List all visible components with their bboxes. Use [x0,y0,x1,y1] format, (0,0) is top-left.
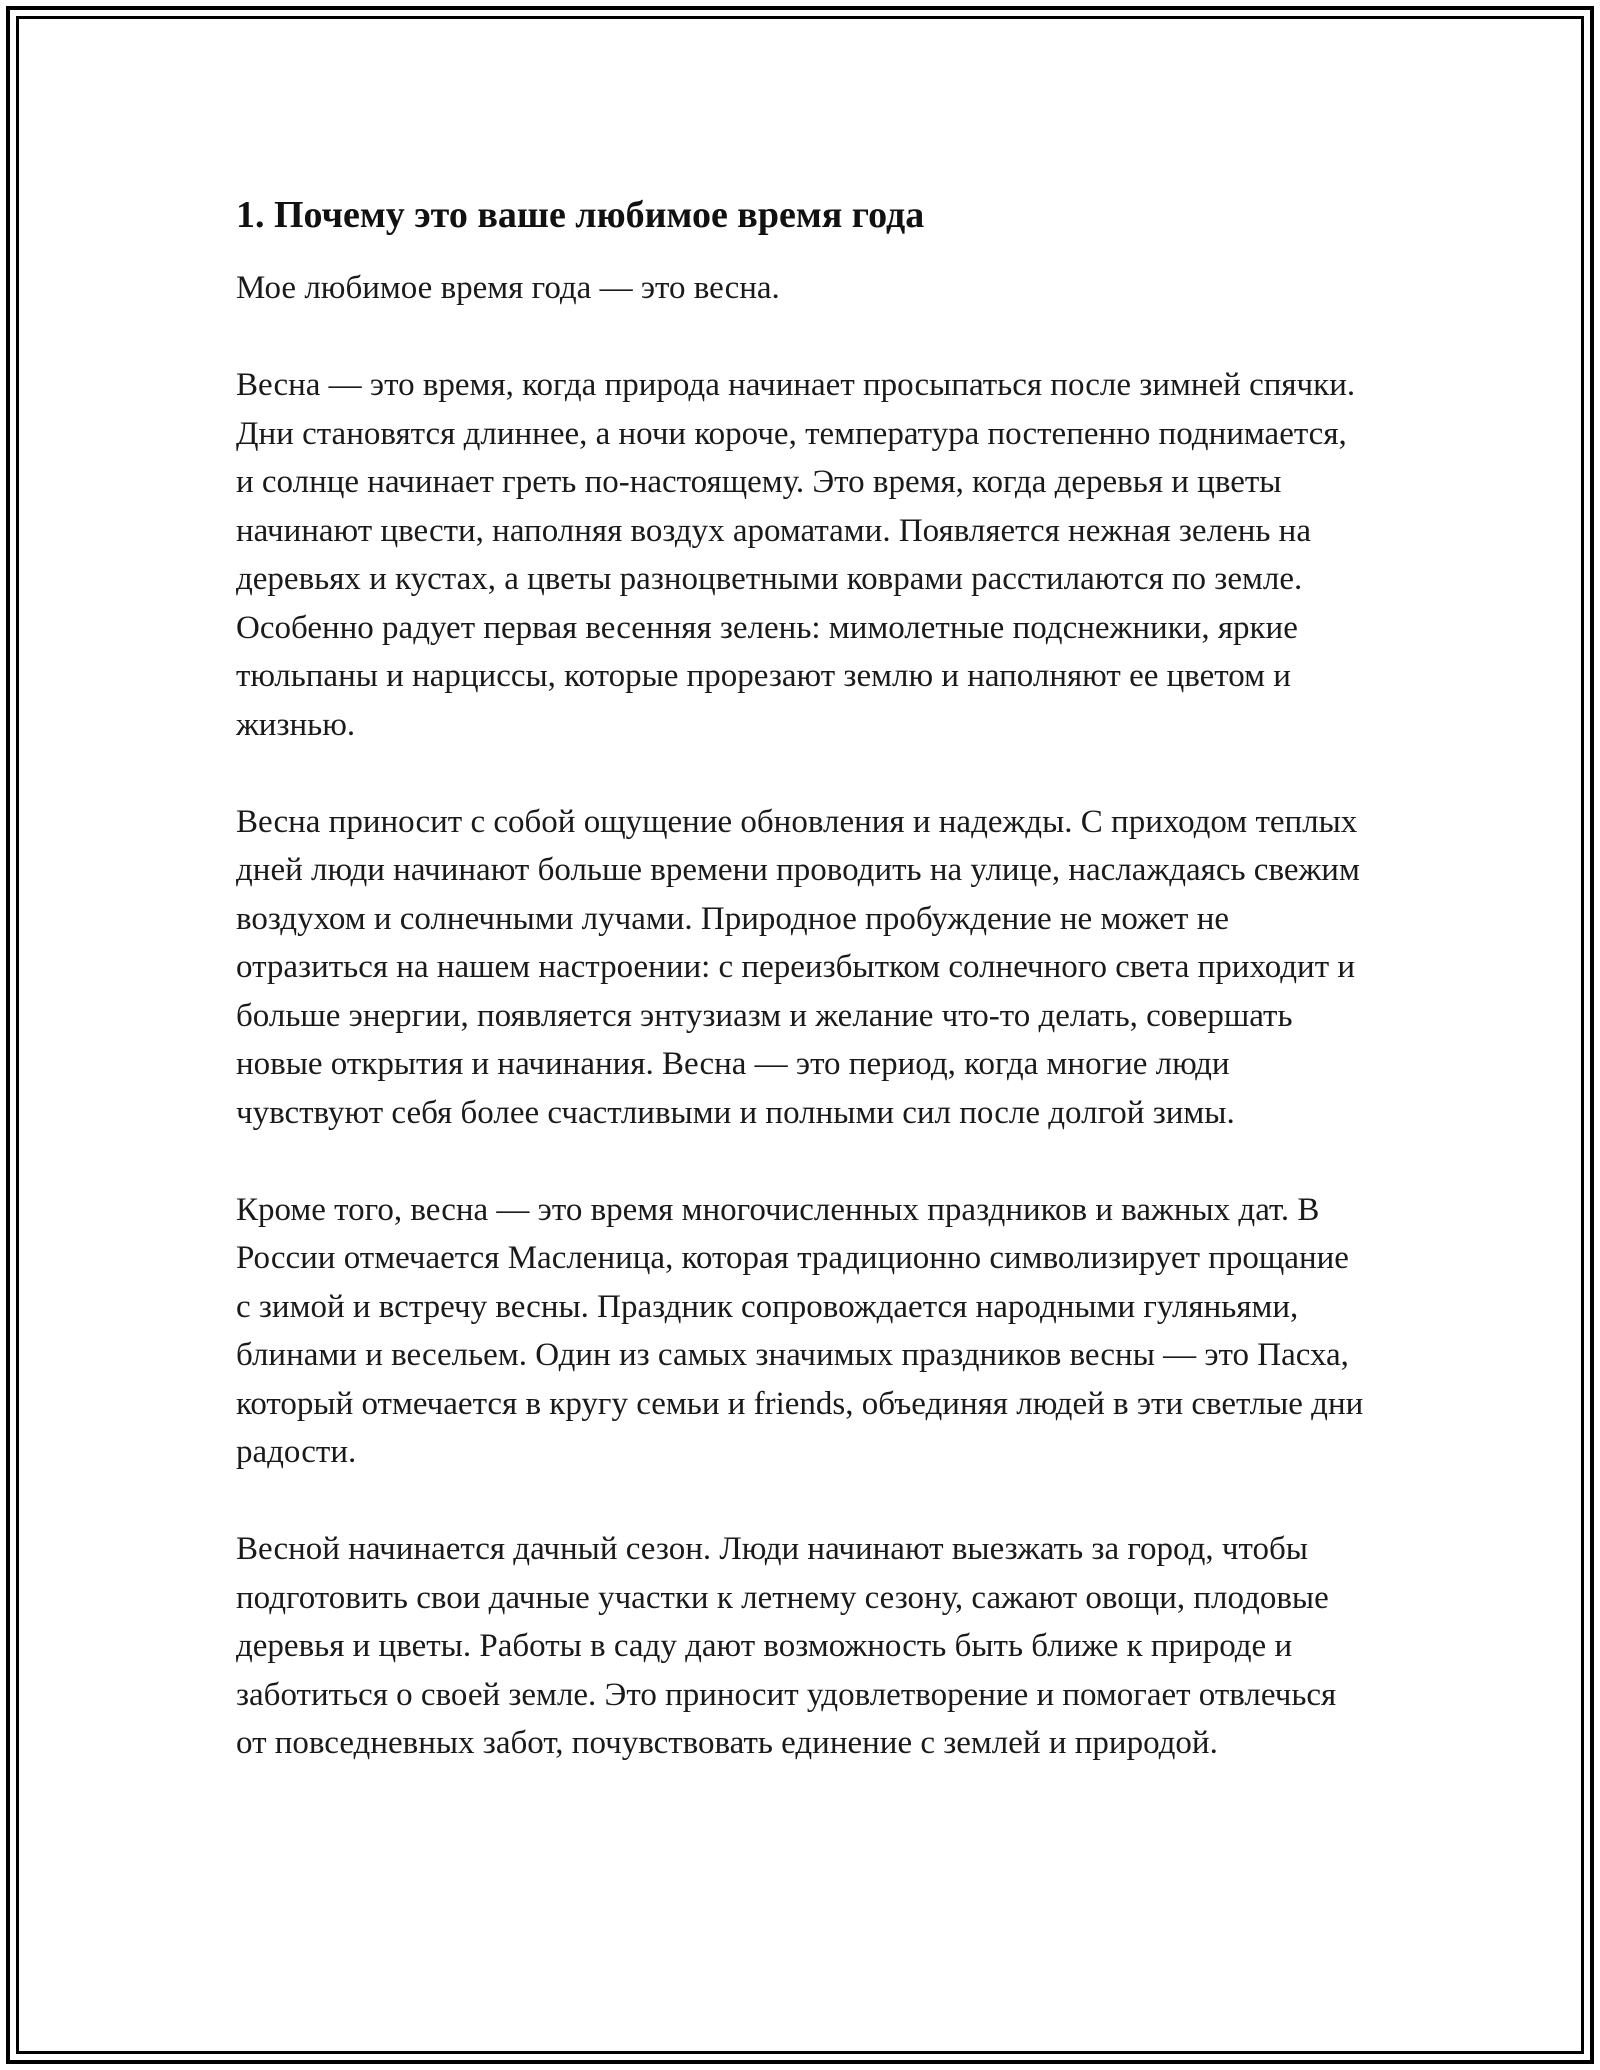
document-body [236,186,1366,1768]
intro-paragraph: Мое любимое время года — это весна. [236,270,780,306]
paragraph-1: Весна — это время, когда природа начинает просыпаться после зимней спячки. Дни становятся длиннее, а ночи короче, температура постепенно поднимается, и солнце начинает греть по-настоящему. Это время, когда деревья и цветы начинают цвести, наполняя воздух ароматами. Появляется нежная зелень на деревьях и кустах, а цветы разноцветными коврами расстилаются по земле. Особенно радует первая весенняя зелень: мимолетные подснежники, яркие тюльпаны и нарциссы, которые прорезают землю и наполняют ее цветом и жизнью. [236,367,1356,743]
paragraph-2: Весна приносит с собой ощущение обновления и надежды. С приходом теплых дней люди начинают больше времени проводить на улице, наслаждаясь свежим воздухом и солнечными лучами. Природное пробуждение не может не отразиться на нашем настроении: с переизбытком солнечного света приходит и больше энергии, появляется энтузиазм и желание что-то делать, совершать новые открытия и начинания. Весна — это период, когда многие люди чувствуют себя более счастливыми и полными сил после долгой зимы. [236,803,1360,1131]
document-title: 1. Почему это ваше любимое время года [236,194,925,236]
paragraph-4: Весной начинается дачный сезон. Люди начинают выезжать за город, чтобы подготовить свои дачные участки к летнему сезону, сажают овощи, плодовые деревья и цветы. Работы в саду дают возможность быть ближе к природе и заботиться о своей земле. Это приносит удовлетворение и помогает отвлечься от повседневных забот, почувствовать единение с землей и природой. [236,1531,1337,1761]
paragraph-3: Кроме того, весна — это время многочисленных праздников и важных дат. В России отмечается Масленица, которая традиционно символизирует прощание с зимой и встречу весны. Праздник сопровождается народными гуляньями, блинами и весельем. Один из самых значимых праздников весны — это Пасха, который отмечается в кругу семьи и friends, объединяя людей в эти светлые дни радости. [236,1191,1364,1470]
